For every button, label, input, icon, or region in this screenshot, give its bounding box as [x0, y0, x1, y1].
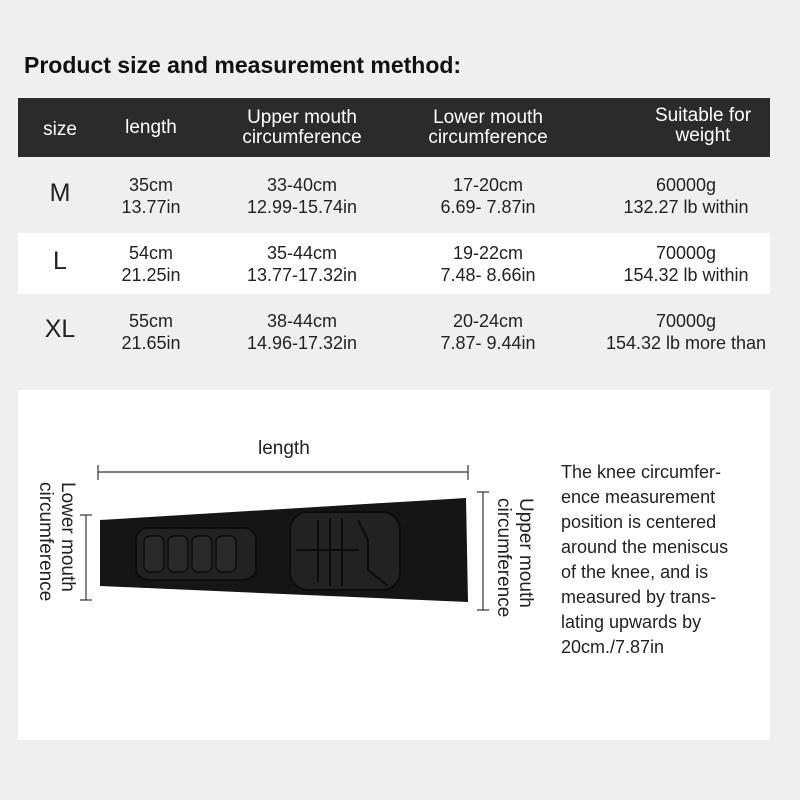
description-line: ence measurement [561, 487, 716, 507]
length-value: 13.77in [121, 197, 181, 217]
upper-cell [247, 242, 357, 286]
description-line: 20cm./7.87in [561, 637, 665, 657]
size-cell: M [49, 179, 71, 207]
upper-value: 38-44cm [266, 311, 338, 331]
length-cell [121, 174, 180, 218]
description-line: position is centered [561, 512, 717, 532]
weight-value: 70000g [655, 242, 717, 263]
weight-value: 154.32 lb within [623, 264, 749, 285]
upper-value: 35-44cm [266, 242, 338, 263]
header-lower [428, 108, 547, 148]
weight-value: 154.32 lb more than [605, 333, 767, 353]
header-upper-line1: Upper mouth [247, 107, 357, 128]
lower-value: 19-22cm [452, 242, 524, 263]
description-line: The knee circumfer- [561, 462, 722, 482]
upper-value: 14.96-17.32in [246, 333, 358, 353]
lower-value: 17-20cm [452, 175, 524, 195]
header-weight-line1: Suitable for [654, 105, 752, 126]
lower-cell [440, 242, 535, 286]
length-value: 35cm [128, 175, 173, 195]
weight-value: 70000g [655, 311, 717, 331]
header-upper [242, 108, 361, 148]
lower-value: 7.48- 8.66in [440, 264, 536, 285]
length-cell [121, 242, 180, 286]
size-cell: XL [44, 315, 76, 343]
measurement-description [561, 460, 771, 660]
length-value: 55cm [128, 311, 173, 331]
lower-value: 7.87- 9.44in [440, 333, 536, 353]
measurement-diagram [18, 390, 770, 740]
size-cell: L [53, 246, 67, 275]
upper-cell [247, 174, 357, 218]
weight-cell [623, 242, 748, 286]
weight-cell [623, 174, 748, 218]
upper-value: 12.99-15.74in [246, 197, 358, 217]
length-value: 21.65in [121, 333, 181, 353]
lower-value: 6.69- 7.87in [440, 197, 536, 217]
length-label: length [258, 438, 310, 459]
upper-label-line2: circumference [493, 498, 514, 618]
page-title: Product size and measurement method: [24, 52, 462, 78]
table-row [18, 296, 770, 368]
description-line: lating upwards by [561, 612, 702, 632]
header-lower-line2: circumference [428, 127, 548, 148]
weight-value: 60000g [655, 175, 717, 195]
lower-circumference-label [34, 482, 78, 601]
length-value: 21.25in [121, 264, 181, 285]
lower-cell [440, 174, 535, 218]
table-header [18, 98, 770, 157]
description-line: around the meniscus [561, 537, 729, 557]
header-lower-line1: Lower mouth [433, 107, 543, 128]
length-cell [121, 310, 180, 354]
table-row [18, 160, 770, 232]
upper-label-line1: Upper mouth [515, 498, 536, 608]
header-weight [655, 106, 751, 146]
header-weight-line2: weight [675, 125, 731, 146]
lower-cell [440, 310, 535, 354]
header-length: length [125, 117, 177, 138]
upper-cell [247, 310, 357, 354]
weight-cell [606, 310, 766, 354]
table-row [18, 233, 770, 294]
upper-circumference-label [492, 498, 536, 617]
upper-value: 33-40cm [266, 175, 338, 195]
upper-value: 13.77-17.32in [246, 264, 358, 285]
lower-label-line1: Lower mouth [57, 482, 78, 592]
length-value: 54cm [128, 242, 173, 263]
description-line: of the knee, and is [561, 562, 709, 582]
lower-label-line2: circumference [35, 482, 56, 602]
header-upper-line2: circumference [242, 127, 362, 148]
lower-value: 20-24cm [452, 311, 524, 331]
weight-value: 132.27 lb within [623, 197, 749, 217]
header-size: size [43, 119, 77, 140]
description-line: measured by trans- [561, 587, 717, 607]
